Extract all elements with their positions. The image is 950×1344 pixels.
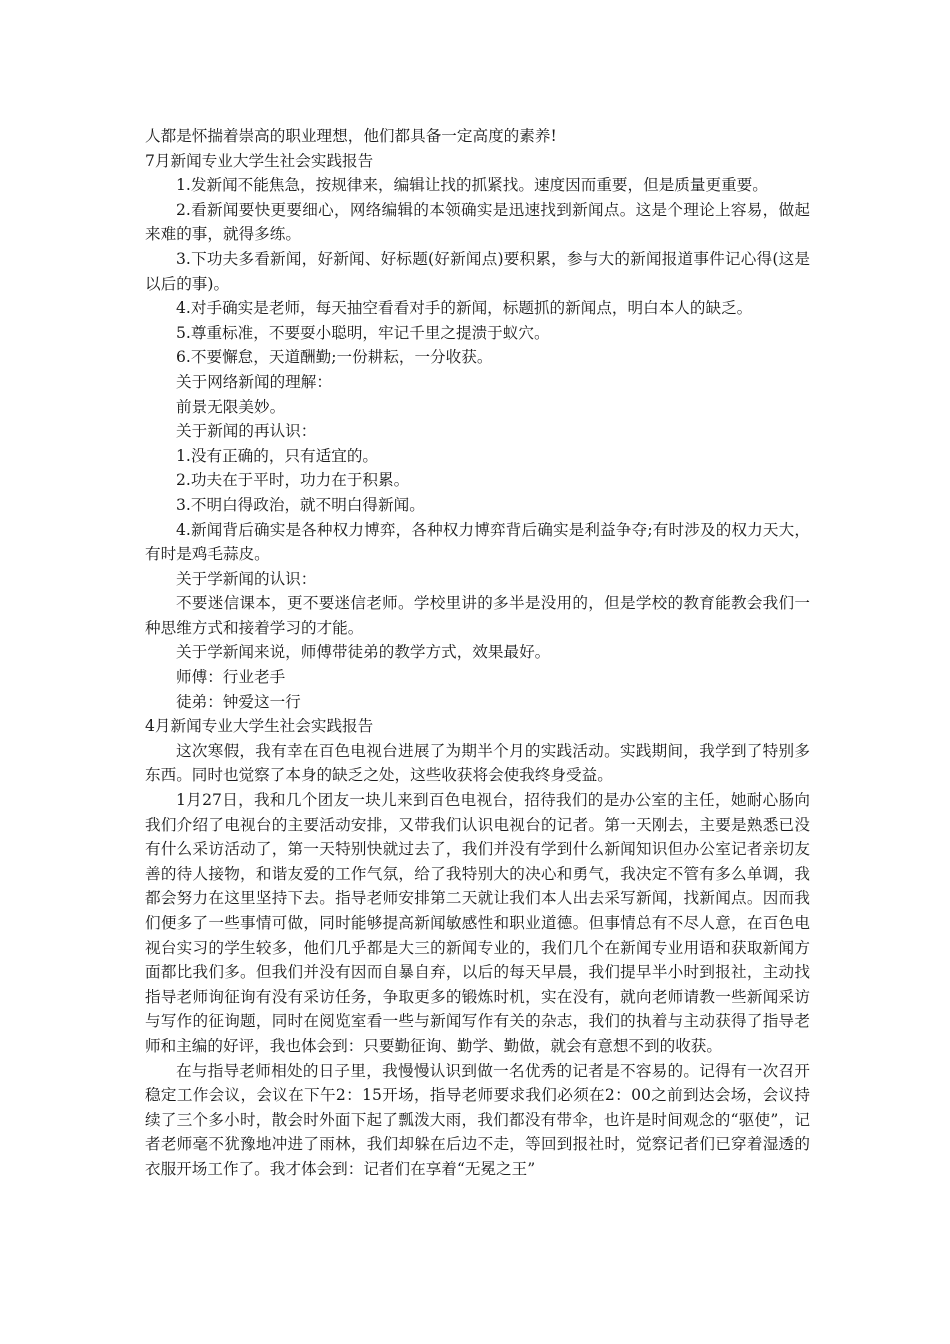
paragraph: 关于网络新闻的理解： [176,372,332,391]
paragraph: 4.对手确实是老师，每天抽空看看对手的新闻，标题抓的新闻点，明白本人的缺乏。 [176,299,753,318]
paragraph: 在与指导老师相处的日子里，我慢慢认识到做一名优秀的记者是不容易的。记得有一次召开稳定工作会议，会议在下午2：15开场，指导老师要求我们必须在2：00之前到达会场，会议持续了三个多小时，散会时外面下起了瓢泼大雨，我们都没有带伞，也许是时间观念的“驱使”，记者老师毫不犹豫地冲进了雨林，我们却躲在后边不走，等回到报社时，觉察记者们已穿着湿透的衣服开场工作了。我才体会到：记者们在享着“无冕之王” [145,1061,810,1178]
paragraph: 1.没有正确的，只有适宜的。 [176,446,379,465]
paragraph: 1月27日，我和几个团友一块儿来到百色电视台，招待我们的是办公室的主任，她耐心肠向我们介绍了电视台的主要活动安排，又带我们认识电视台的记者。第一天刚去，主要是熟悉已没有什么采访活动了，第一天特别快就过去了，我们并没有学到什么新闻知识但办公室记者亲切友善的待人接物，和谐友爱的工作气氛，给了我特别大的决心和勇气，我决定不管有多么单调，我都会努力在这里坚持下去。指导老师安排第二天就让我们本人出去采写新闻，找新闻点。因而我们便多了一些事情可做，同时能够提高新闻敏感性和职业道德。但事情总有不尽人意，在百色电视台实习的学生较多，他们几乎都是大三的新闻专业的，我们几个在新闻专业用语和获取新闻方面都比我们多。但我们并没有因而自暴自弃，以后的每天早晨，我们提早半小时到报社，主动找指导老师询征询有没有采访任务，争取更多的锻炼时机，实在没有，就向老师请教一些新闻采访与写作的征询题，同时在阅览室看一些与新闻写作有关的杂志，我们的执着与主动获得了指导老师和主编的好评，我也体会到：只要勤征询、勤学、勤做，就会有意想不到的收获。 [145,791,810,1055]
paragraph: 前景无限美妙。 [176,397,286,416]
paragraph: 不要迷信课本，更不要迷信老师。学校里讲的多半是没用的，但是学校的教育能教会我们一种思维方式和接着学习的才能。 [145,594,810,637]
paragraph: 2.看新闻要快更要细心，网络编辑的本领确实是迅速找到新闻点。这是个理论上容易，做起来难的事，就得多练。 [145,200,810,244]
paragraph: 7月新闻专业大学生社会实践报告 [145,151,374,170]
paragraph: 5.尊重标准，不要耍小聪明，牢记千里之提溃于蚁穴。 [176,323,550,342]
paragraph: 4.新闻背后确实是各种权力博弈，各种权力博弈背后确实是利益争夺;有时涉及的权力天大，有时是鸡毛蒜皮。 [145,520,810,564]
paragraph: 关于学新闻的认识： [176,569,317,588]
paragraph: 师傅：行业老手 [176,668,286,687]
paragraph: 1.发新闻不能焦急，按规律来，编辑让找的抓紧找。速度因而重要，但是质量更重要。 [176,176,768,195]
paragraph: 这次寒假，我有幸在百色电视台进展了为期半个月的实践活动。实践期间，我学到了特别多东西。同时也觉察了本身的缺乏之处，这些收获将会使我终身受益。 [145,741,810,785]
paragraph: 关于学新闻来说，师傅带徒弟的教学方式，效果最好。 [176,643,551,662]
paragraph: 4月新闻专业大学生社会实践报告 [145,717,374,736]
paragraph: 徒弟：钟爱这一行 [176,692,301,711]
paragraph: 人都是怀揣着崇高的职业理想，他们都具备一定高度的素养! [145,127,557,145]
document-body [145,124,810,1182]
paragraph: 关于新闻的再认识： [176,422,317,441]
paragraph: 2.功夫在于平时，功力在于积累。 [176,471,410,490]
paragraph: 3.不明白得政治，就不明白得新闻。 [176,495,425,514]
paragraph: 6.不要懈怠，天道酬勤;一份耕耘，一分收获。 [176,348,493,367]
paragraph: 3.下功夫多看新闻，好新闻、好标题(好新闻点)要积累，参与大的新闻报道事件记心得(这是以后的事)。 [145,249,810,293]
